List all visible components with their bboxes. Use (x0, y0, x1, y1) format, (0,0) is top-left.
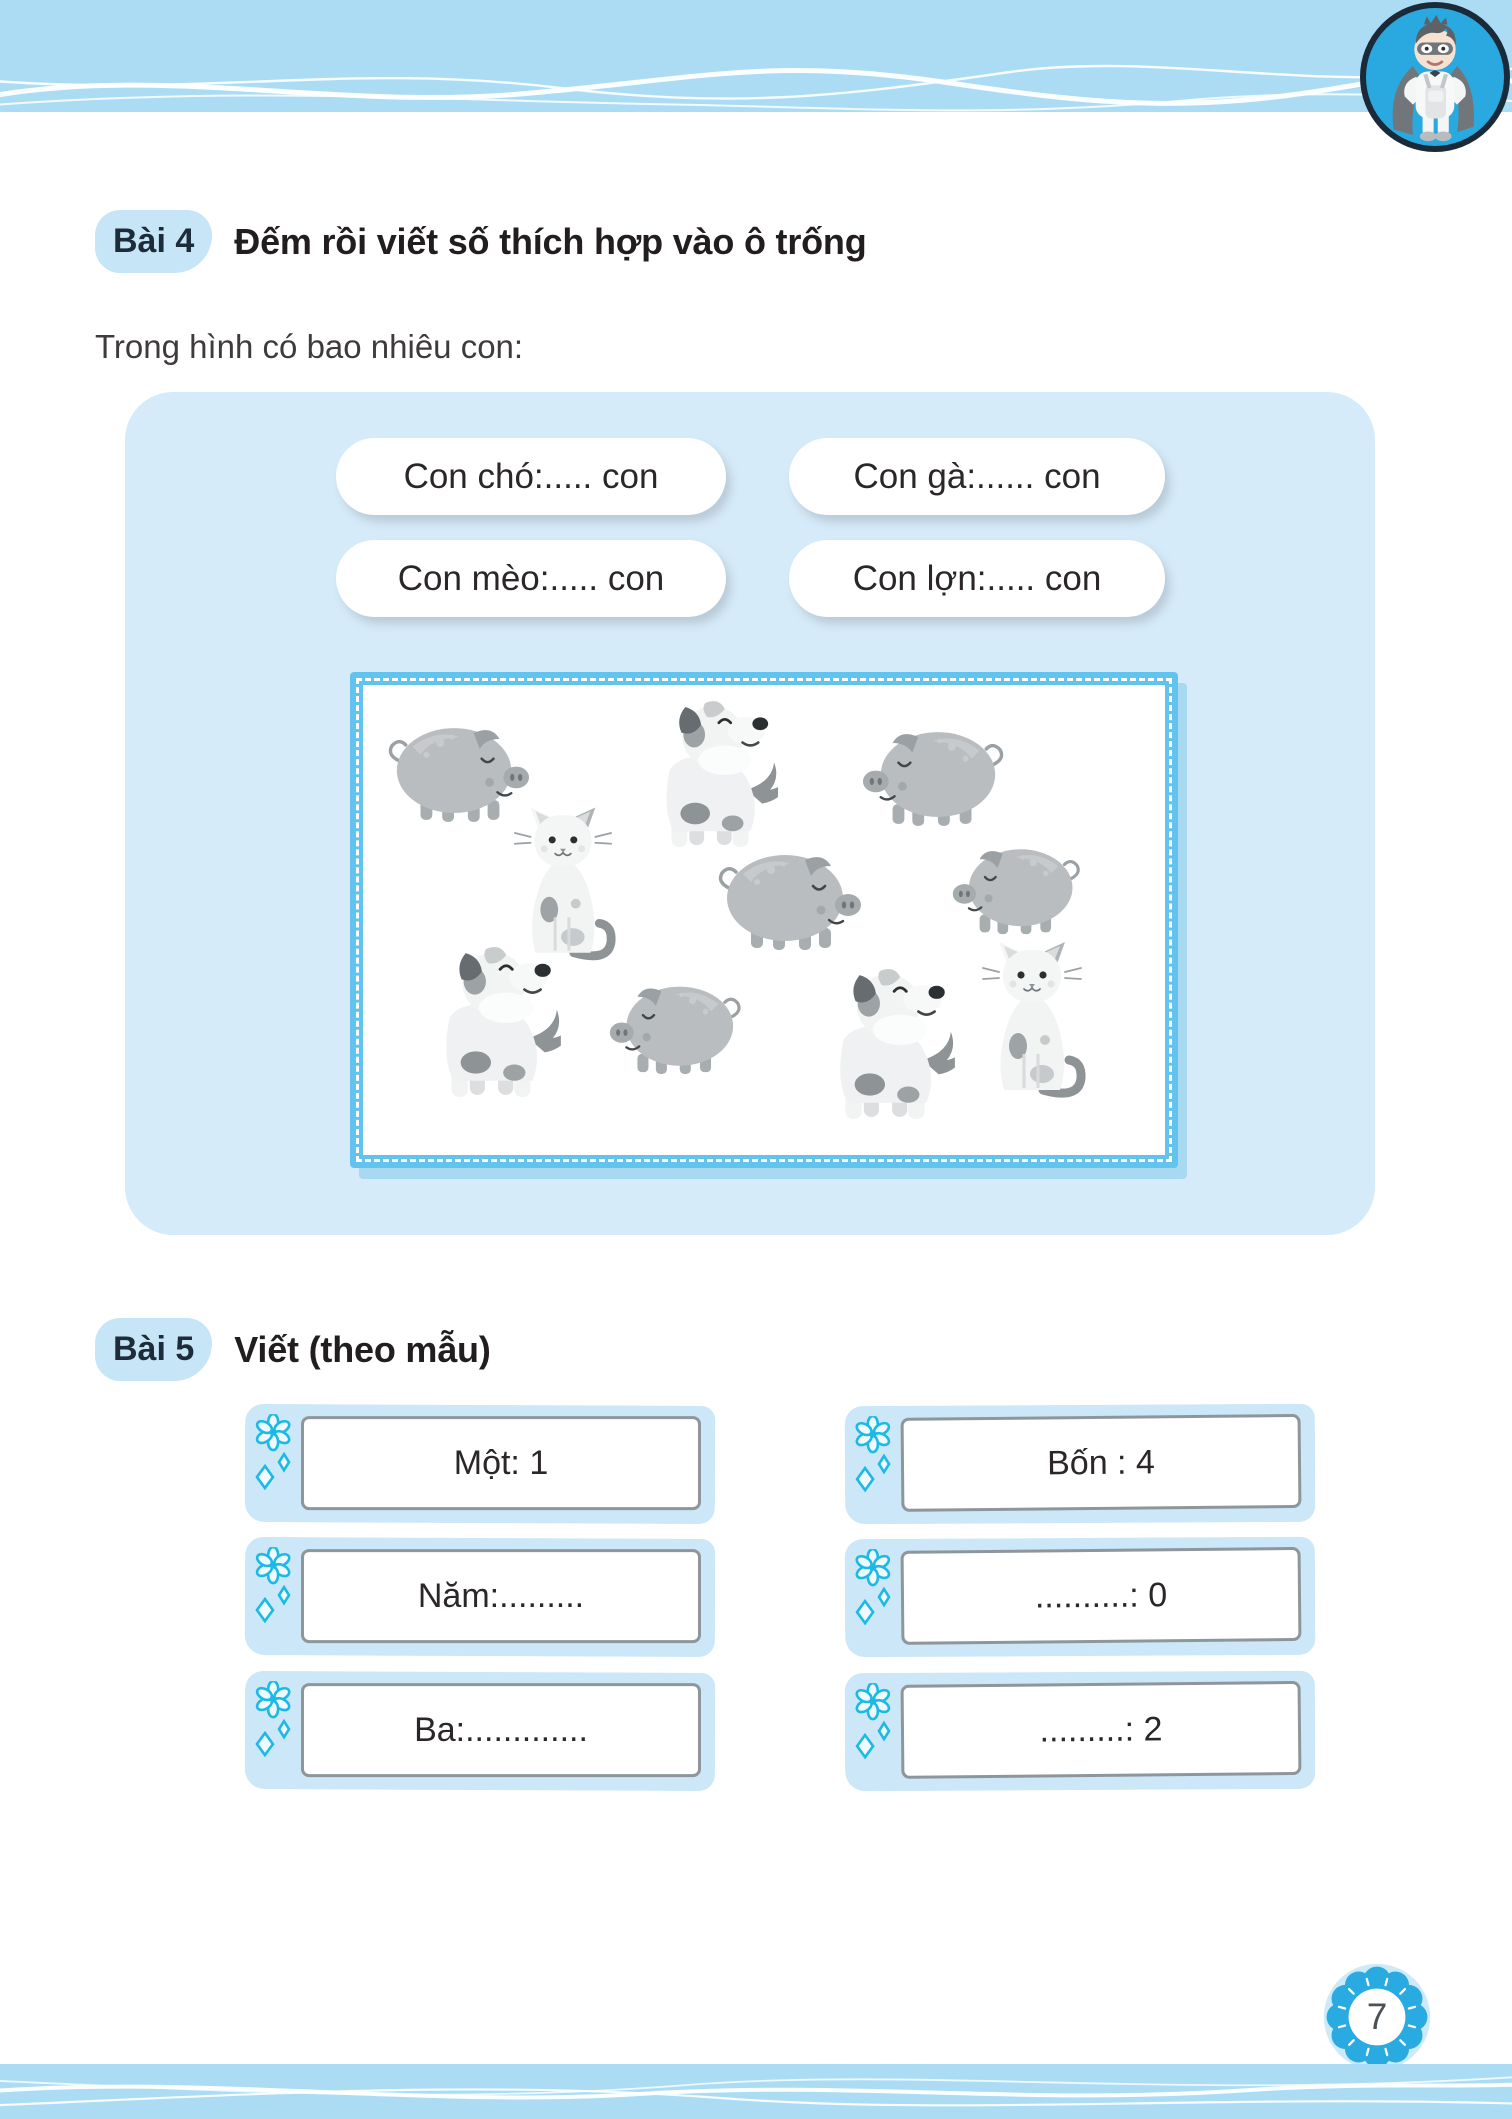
page-number: 7 (1366, 1996, 1388, 2037)
header-wave-band (0, 0, 1512, 112)
pig-figure (608, 980, 746, 1076)
exercise-5-badge: Bài 5 (95, 1318, 212, 1381)
animal-picture-canvas (363, 685, 1165, 1155)
write-cell-two (845, 1671, 1316, 1791)
dog-figure (419, 945, 561, 1105)
write-cell-zero (845, 1537, 1316, 1657)
pig-figure (713, 848, 863, 952)
write-cell-value: Ba:............. (301, 1683, 701, 1777)
write-cell-value: Một: 1 (301, 1416, 701, 1510)
exercise-4-header (95, 210, 867, 273)
pig-figure (951, 843, 1085, 936)
superhero-boy-badge-icon (1360, 2, 1510, 152)
write-cell-mot (245, 1404, 716, 1524)
count-blank-cat: Con mèo:..... con (336, 540, 726, 617)
animal-picture-box (350, 672, 1178, 1168)
flower-decoration-icon (851, 1416, 896, 1512)
dog-figure (640, 699, 778, 855)
pig-figure (861, 725, 1009, 828)
flower-decoration-icon (251, 1547, 295, 1643)
count-blank-dog: Con chó:..... con (336, 438, 726, 515)
write-cell-bon (845, 1404, 1316, 1524)
write-cell-value: Bốn : 4 (901, 1414, 1302, 1512)
exercise-4-badge: Bài 4 (95, 210, 212, 273)
write-cell-ba (245, 1671, 716, 1791)
exercise-5-header (95, 1318, 491, 1381)
count-blank-pig: Con lợn:..... con (789, 540, 1165, 617)
count-blank-chicken: Con gà:...... con (789, 438, 1165, 515)
flower-decoration-icon (851, 1683, 896, 1779)
exercise-4-prompt: Trong hình có bao nhiêu con: (95, 328, 524, 365)
wave-lines-icon (0, 2064, 1512, 2119)
cat-figure (509, 807, 617, 965)
write-cell-value: Năm:......... (301, 1549, 701, 1643)
footer-wave-band (0, 2064, 1512, 2119)
flower-decoration-icon (251, 1681, 295, 1777)
flower-decoration-icon (251, 1414, 295, 1510)
exercise-5-title: Viết (theo mẫu) (234, 1328, 491, 1370)
cat-figure (977, 941, 1087, 1103)
page-number-badge (1322, 1962, 1432, 2072)
dog-figure (813, 967, 955, 1127)
write-cell-value: .........: 2 (901, 1681, 1302, 1779)
write-cell-value: ..........: 0 (901, 1547, 1302, 1645)
flower-decoration-icon (851, 1549, 896, 1645)
exercise-4-title: Đếm rồi viết số thích hợp vào ô trống (234, 220, 867, 262)
wave-lines-icon (0, 0, 1512, 112)
exercise-4-panel (125, 392, 1375, 1235)
write-cell-nam (245, 1537, 716, 1657)
